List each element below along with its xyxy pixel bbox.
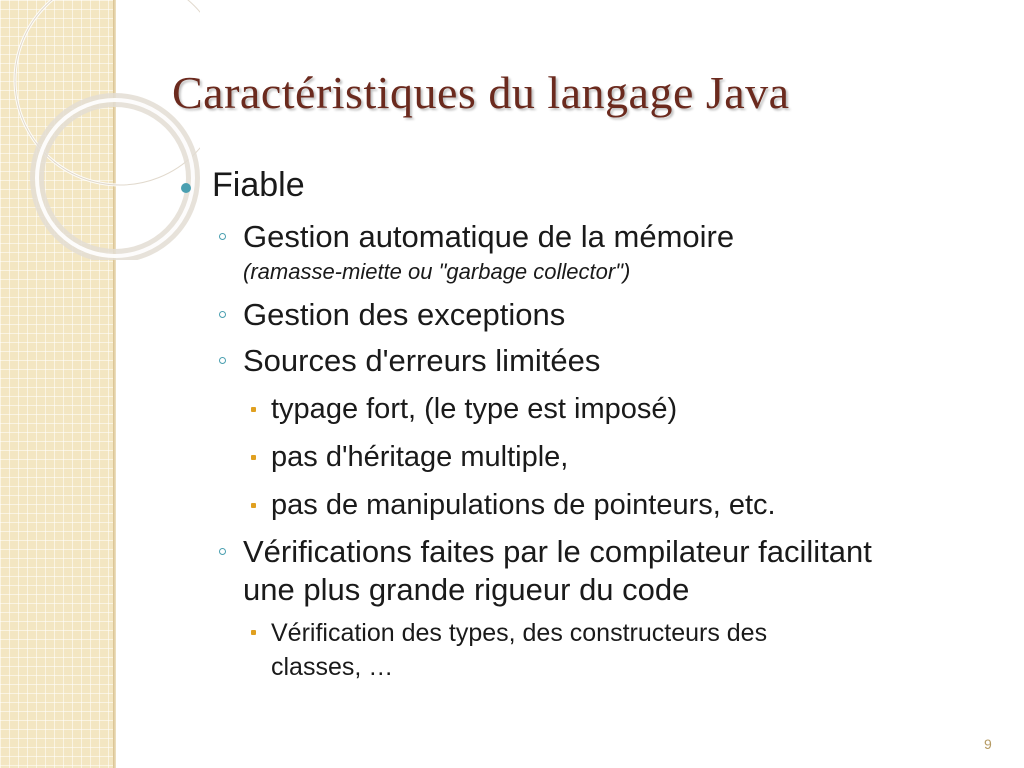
bullet-square-icon <box>251 503 256 508</box>
page-number: 9 <box>984 736 992 752</box>
bullet-gestion-memoire: Gestion automatique de la mémoire <box>243 219 735 254</box>
bullet-circle-icon <box>219 311 226 318</box>
bullet-sources-erreurs: Sources d'erreurs limitées <box>243 343 601 378</box>
bullet-square-icon <box>251 455 256 460</box>
bullet-typage-fort: typage fort, (le type est imposé) <box>271 393 678 425</box>
bullet-square-icon <box>251 630 256 635</box>
bullet-square-icon <box>251 407 256 412</box>
bullet-verification-types-line1: Vérification des types, des constructeurs des <box>271 619 768 647</box>
bullet-dot-icon <box>181 183 191 193</box>
bullet-gestion-memoire-note: (ramasse-miette ou "garbage collector") <box>243 259 631 284</box>
bullet-verifications-line1: Vérifications faites par le compilateur facilitant <box>243 534 872 569</box>
bullet-pointeurs: pas de manipulations de pointeurs, etc. <box>271 489 776 521</box>
bullet-heritage: pas d'héritage multiple, <box>271 441 569 473</box>
bullet-fiable: Fiable <box>212 166 305 204</box>
slide-title: Caractéristiques du langage Java <box>172 67 790 118</box>
bullet-circle-icon <box>219 357 226 364</box>
bullet-verifications-line2: une plus grande rigueur du code <box>243 572 690 607</box>
bullet-circle-icon <box>219 548 226 555</box>
bullet-gestion-exceptions: Gestion des exceptions <box>243 297 566 332</box>
bullet-verification-types-line2: classes, … <box>271 653 394 681</box>
bullet-circle-icon <box>219 233 226 240</box>
decorative-rings <box>0 0 200 260</box>
